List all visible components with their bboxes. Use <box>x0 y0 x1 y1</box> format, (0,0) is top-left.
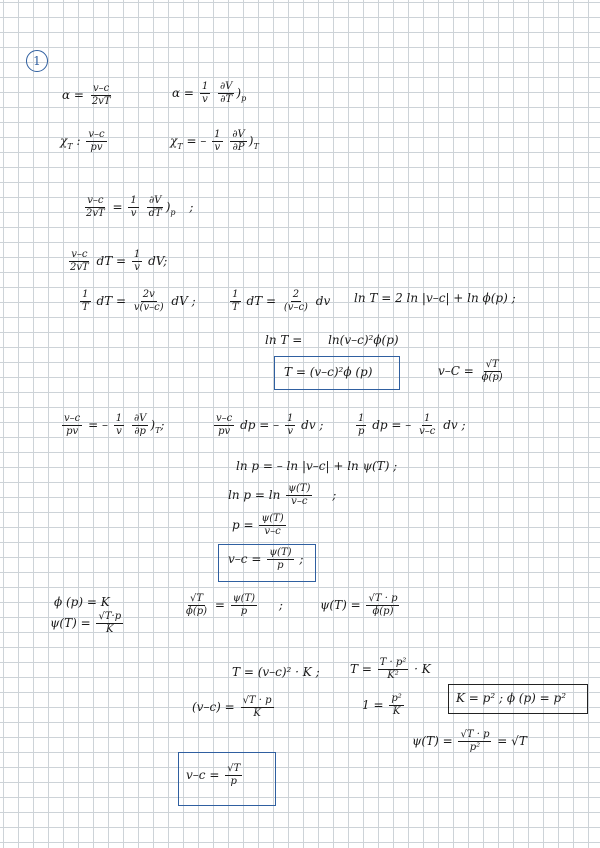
result-v-minus-c-psi: v–c = $\frac{\psi(T)}{p}$ ; <box>228 547 304 571</box>
result-K-phi: K = p² ; ϕ (p) = p² <box>456 691 567 705</box>
chi-definition: $\chi_T$ : $\frac{v-c}{pv}$ <box>60 129 105 153</box>
equation-ln-T: ln T = ln(v–c)²ϕ(p) <box>265 333 399 347</box>
final-v-minus-c: v–c = $\frac{√T}{p}$ <box>186 763 241 787</box>
equation-dp-1: $\frac{v-c}{pv}$ dp = – $\frac{1}{v}$ dv ; <box>216 413 324 437</box>
equation-ln-p-ratio: ln p = ln $\frac{\psi(T)}{v-c}$ ; <box>228 483 337 507</box>
result-psi: ψ(T) = $\frac{√T \cdot p}{\text{p²}}$ = √T <box>412 729 527 753</box>
equation-T-substituted: T = $\frac{\text{T · p²}}{\text{K²}}$ · K <box>350 657 431 681</box>
equation-separate-1: $\frac{1}{T}$ dT = $\frac{2v}{v(v-c)}$ dV ; <box>82 289 196 313</box>
psi-from-phi: ψ(T) = $\frac{√T \cdot p}{\phi(p)}$ <box>320 593 398 617</box>
chi-general-definition: $\chi_T$ = – $\frac{1}{v}$ $\frac{\partial V}{\partial P}$ )$_T$ <box>170 129 259 153</box>
equation-alpha-equal: $\frac{v-c}{2vT}$ = $\frac{1}{v}$ $\frac{\partial V}{dT}$ )$_p$ ; <box>86 195 194 219</box>
result-v-minus-c-from-T: v–C = $\frac{√T}{\phi(p)}$ <box>438 359 503 383</box>
psi-expression: ψ(T) = $\frac{√T\cdot p}{K}$ <box>50 611 122 635</box>
equation-compare: $\frac{√T}{\phi(p)}$ = $\frac{\psi(T)}{p}$ ; <box>186 593 283 617</box>
phi-equals-K: ϕ (p) = K <box>54 595 110 609</box>
equation-separate-2: $\frac{1}{T}$ dT = $\frac{2}{(v-c)}$ dv <box>232 289 331 313</box>
alpha-definition: α = $\frac{v-c}{2vT}$ <box>62 83 111 107</box>
equation-ln-p: ln p = – ln |v–c| + ln ψ(T) ; <box>236 459 398 473</box>
problem-number-circle: 1 <box>26 50 48 72</box>
result-T-expression: T = (v–c)²ϕ (p) <box>284 365 373 379</box>
equation-dT: $\frac{v-c}{2vT}$ dT = $\frac{1}{v}$ dV; <box>70 249 168 273</box>
equation-p: p = $\frac{\psi(T)}{v-c}$ <box>232 513 284 537</box>
alpha-general-definition: α = $\frac{1}{v}$ $\frac{\partial V}{\partial T}$ )$_p$ <box>172 81 247 105</box>
equation-one-equals: 1 = $\frac{\text{p²}}{K}$ <box>362 693 402 717</box>
equation-dp-2: $\frac{1}{p}$ dp = – $\frac{1}{v-c}$ dv ; <box>358 413 466 437</box>
equation-chi-equal: $\frac{v-c}{pv}$ = – $\frac{1}{v}$ $\frac{\partial V}{\partial p}$ )$_T$; <box>64 413 165 437</box>
equation-log-integrated: ln T = 2 ln |v–c| + ln ϕ(p) ; <box>354 291 516 305</box>
equation-v-minus-c-K: (v–c) = $\frac{√T \cdot p}{K}$ <box>192 695 272 719</box>
equation-T-K: T = (v–c)² · K ; <box>232 665 320 679</box>
